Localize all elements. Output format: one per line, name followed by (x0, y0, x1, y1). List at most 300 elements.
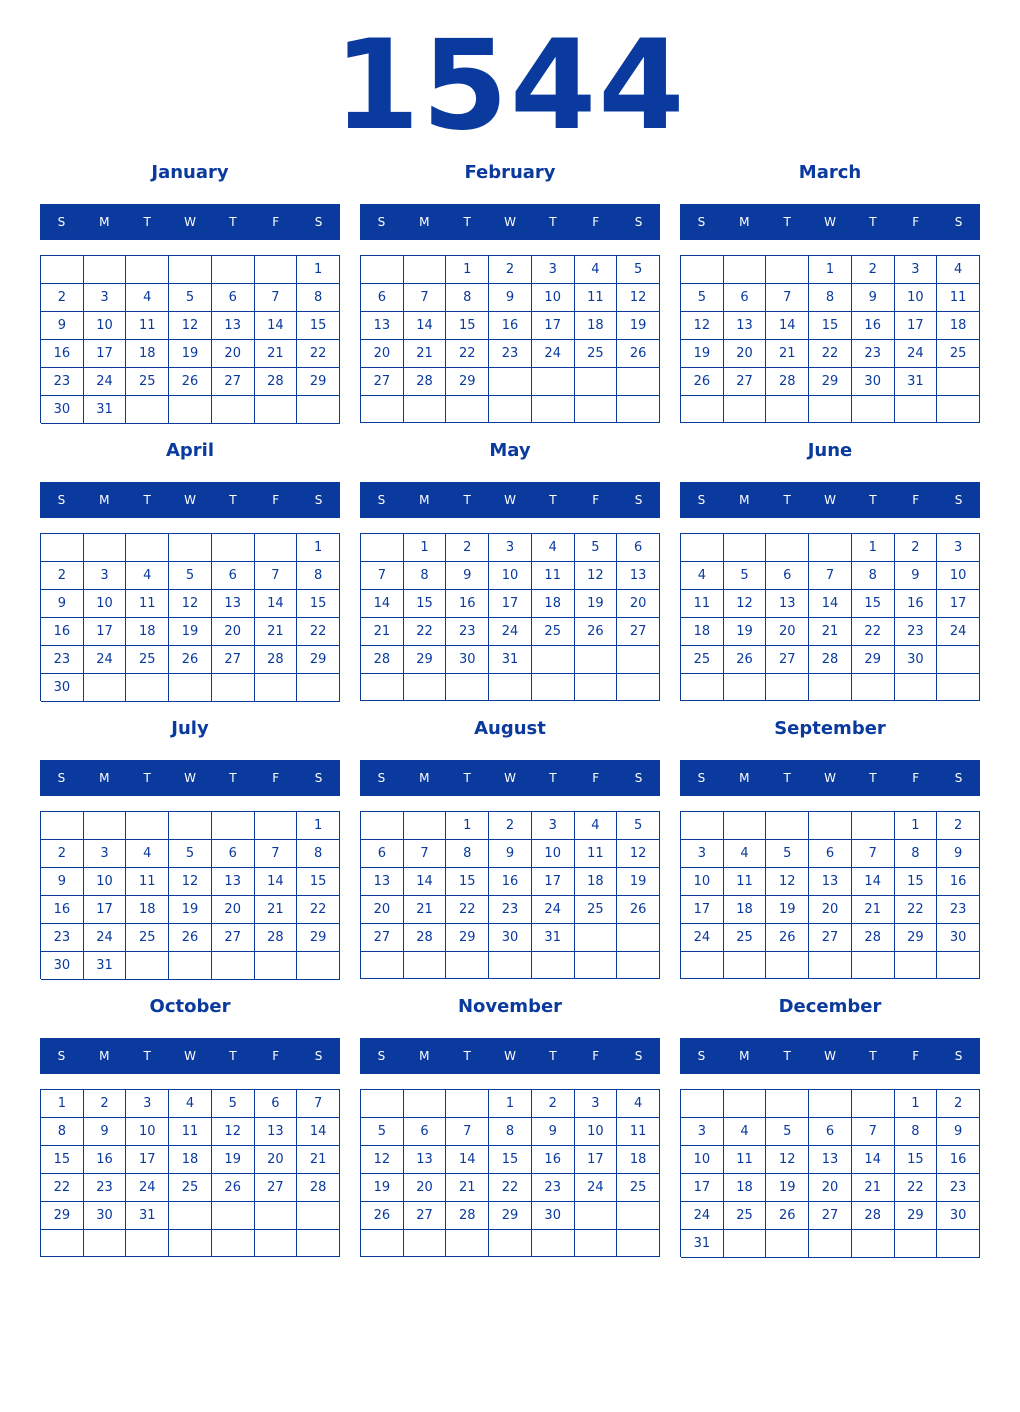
day-cell: 16 (852, 312, 895, 340)
day-cell: 22 (852, 618, 895, 646)
month-name: January (151, 162, 229, 183)
day-cell: 3 (84, 562, 127, 590)
day-cell (255, 256, 298, 284)
day-cell: 10 (575, 1118, 618, 1146)
day-cell: 11 (126, 868, 169, 896)
day-cell: 21 (766, 340, 809, 368)
day-cell: 6 (809, 1118, 852, 1146)
day-cell: 14 (255, 868, 298, 896)
weekday-label: S (57, 493, 66, 507)
day-cell (361, 256, 404, 284)
day-cell (766, 1230, 809, 1258)
month-name: October (149, 996, 231, 1017)
day-cell (169, 952, 212, 980)
day-cell: 24 (84, 646, 127, 674)
weekday-header (360, 482, 660, 518)
day-cell (937, 1230, 980, 1258)
day-cell: 16 (84, 1146, 127, 1174)
day-cell: 22 (297, 340, 340, 368)
day-cell: 5 (681, 284, 724, 312)
day-cell: 8 (297, 284, 340, 312)
day-cell: 12 (361, 1146, 404, 1174)
day-cell: 14 (255, 590, 298, 618)
day-cell: 20 (766, 618, 809, 646)
day-cell: 27 (809, 924, 852, 952)
day-cell: 10 (84, 312, 127, 340)
weekday-label: T (549, 771, 557, 785)
day-cell: 24 (532, 340, 575, 368)
weekday-label: M (419, 771, 430, 785)
day-cell: 13 (361, 868, 404, 896)
weekday-label: S (954, 771, 963, 785)
day-cell: 15 (895, 1146, 938, 1174)
weekday-label: M (739, 1049, 750, 1063)
day-cell: 13 (212, 590, 255, 618)
day-cell (126, 952, 169, 980)
weekday-label: W (824, 493, 836, 507)
day-cell: 19 (169, 618, 212, 646)
day-cell: 31 (126, 1202, 169, 1230)
day-cell (809, 534, 852, 562)
day-cell: 13 (809, 868, 852, 896)
day-cell: 31 (84, 396, 127, 424)
day-cell: 27 (255, 1174, 298, 1202)
day-cell: 16 (41, 618, 84, 646)
day-cell (84, 1230, 127, 1257)
day-cell (852, 1230, 895, 1258)
weekday-label: T (549, 1049, 557, 1063)
day-cell: 8 (297, 840, 340, 868)
day-cell: 1 (297, 256, 340, 284)
day-cell: 27 (809, 1202, 852, 1230)
weekday-label: W (824, 215, 836, 229)
day-grid (680, 255, 980, 423)
day-cell (84, 812, 127, 840)
day-cell (297, 1202, 340, 1230)
day-cell: 17 (895, 312, 938, 340)
day-cell: 21 (255, 618, 298, 646)
day-cell: 1 (446, 256, 489, 284)
day-cell: 13 (404, 1146, 447, 1174)
day-cell: 18 (126, 340, 169, 368)
day-cell: 1 (852, 534, 895, 562)
day-cell: 11 (937, 284, 980, 312)
day-cell: 19 (361, 1174, 404, 1202)
weekday-label: W (184, 1049, 196, 1063)
weekday-label: S (314, 215, 323, 229)
day-cell (361, 952, 404, 979)
year-title: 1544 (333, 14, 687, 158)
day-cell: 2 (937, 1090, 980, 1118)
day-cell: 29 (895, 924, 938, 952)
month-name: February (464, 162, 556, 183)
day-cell (255, 952, 298, 980)
day-cell: 17 (126, 1146, 169, 1174)
day-cell: 30 (937, 924, 980, 952)
day-cell (895, 1230, 938, 1258)
day-cell: 8 (895, 1118, 938, 1146)
day-cell: 27 (766, 646, 809, 674)
weekday-label: S (57, 1049, 66, 1063)
day-cell: 9 (937, 840, 980, 868)
day-cell: 18 (575, 312, 618, 340)
day-cell: 13 (766, 590, 809, 618)
day-cell: 27 (212, 368, 255, 396)
day-cell (895, 674, 938, 701)
day-cell: 7 (446, 1118, 489, 1146)
day-cell (766, 256, 809, 284)
day-cell: 28 (446, 1202, 489, 1230)
weekday-label: T (463, 215, 471, 229)
day-cell: 8 (895, 840, 938, 868)
day-cell: 25 (617, 1174, 660, 1202)
day-cell: 9 (84, 1118, 127, 1146)
day-cell (212, 534, 255, 562)
month-name: December (778, 996, 882, 1017)
day-cell (41, 1230, 84, 1257)
weekday-header (40, 760, 340, 796)
day-cell: 28 (852, 1202, 895, 1230)
day-cell (169, 812, 212, 840)
day-cell (361, 1090, 404, 1118)
day-cell: 25 (532, 618, 575, 646)
weekday-label: M (419, 1049, 430, 1063)
day-cell: 25 (724, 1202, 767, 1230)
day-cell (361, 812, 404, 840)
day-cell: 3 (937, 534, 980, 562)
day-cell: 15 (489, 1146, 532, 1174)
day-cell: 30 (41, 952, 84, 980)
day-cell: 30 (532, 1202, 575, 1230)
day-cell: 2 (489, 812, 532, 840)
day-cell: 15 (404, 590, 447, 618)
weekday-label: T (869, 493, 877, 507)
day-cell (361, 396, 404, 423)
day-cell: 22 (297, 896, 340, 924)
day-cell (937, 396, 980, 423)
day-cell (446, 1090, 489, 1118)
day-cell: 14 (766, 312, 809, 340)
day-cell: 19 (575, 590, 618, 618)
day-cell: 26 (212, 1174, 255, 1202)
day-cell: 10 (937, 562, 980, 590)
day-cell: 6 (255, 1090, 298, 1118)
weekday-label: F (592, 771, 600, 785)
day-grid (40, 255, 340, 423)
day-cell (852, 812, 895, 840)
day-cell (809, 952, 852, 979)
day-cell (766, 812, 809, 840)
day-cell: 21 (852, 896, 895, 924)
weekday-label: T (229, 215, 237, 229)
day-cell: 14 (446, 1146, 489, 1174)
day-cell (404, 674, 447, 701)
day-cell: 1 (446, 812, 489, 840)
day-grid (360, 255, 660, 423)
day-cell: 6 (809, 840, 852, 868)
day-cell: 29 (895, 1202, 938, 1230)
day-cell: 30 (852, 368, 895, 396)
day-cell: 4 (169, 1090, 212, 1118)
day-cell: 13 (361, 312, 404, 340)
day-cell: 14 (852, 868, 895, 896)
day-cell: 25 (681, 646, 724, 674)
day-cell: 13 (212, 312, 255, 340)
day-cell: 22 (895, 1174, 938, 1202)
weekday-label: T (143, 215, 151, 229)
day-cell: 5 (361, 1118, 404, 1146)
day-cell: 22 (489, 1174, 532, 1202)
weekday-label: M (739, 771, 750, 785)
weekday-header (680, 204, 980, 240)
day-cell: 9 (895, 562, 938, 590)
month-name: June (807, 440, 853, 461)
weekday-label: S (954, 493, 963, 507)
weekday-label: T (869, 771, 877, 785)
weekday-label: F (272, 215, 280, 229)
day-cell: 4 (126, 840, 169, 868)
day-cell: 6 (766, 562, 809, 590)
day-cell (212, 1230, 255, 1257)
weekday-label: T (463, 771, 471, 785)
day-cell (852, 952, 895, 979)
weekday-label: T (869, 215, 877, 229)
day-cell: 27 (617, 618, 660, 646)
day-cell: 2 (489, 256, 532, 284)
day-cell: 21 (446, 1174, 489, 1202)
day-cell: 25 (126, 924, 169, 952)
day-cell: 15 (297, 312, 340, 340)
day-cell: 30 (84, 1202, 127, 1230)
day-cell: 7 (852, 840, 895, 868)
day-cell: 11 (575, 284, 618, 312)
day-cell: 9 (41, 868, 84, 896)
day-cell (681, 812, 724, 840)
weekday-label: F (592, 215, 600, 229)
weekday-label: M (419, 493, 430, 507)
day-grid (680, 811, 980, 979)
day-cell: 12 (169, 868, 212, 896)
weekday-label: W (184, 215, 196, 229)
day-cell: 4 (724, 840, 767, 868)
weekday-label: T (143, 493, 151, 507)
day-cell (532, 1230, 575, 1257)
day-cell (169, 396, 212, 424)
day-cell: 29 (852, 646, 895, 674)
day-cell (617, 952, 660, 979)
weekday-label: S (634, 215, 643, 229)
day-cell: 19 (724, 618, 767, 646)
day-cell: 12 (681, 312, 724, 340)
day-cell: 19 (169, 896, 212, 924)
day-cell: 19 (766, 1174, 809, 1202)
day-cell (724, 1230, 767, 1258)
weekday-label: S (377, 1049, 386, 1063)
day-cell: 15 (297, 590, 340, 618)
weekday-label: W (504, 493, 516, 507)
weekday-label: T (549, 493, 557, 507)
day-cell: 28 (255, 368, 298, 396)
day-cell (169, 1230, 212, 1257)
weekday-label: S (377, 771, 386, 785)
day-cell: 15 (41, 1146, 84, 1174)
day-cell: 16 (489, 868, 532, 896)
day-cell: 28 (852, 924, 895, 952)
day-cell: 24 (532, 896, 575, 924)
day-cell: 9 (41, 590, 84, 618)
month-name: August (474, 718, 546, 739)
day-cell: 10 (895, 284, 938, 312)
month-name: July (171, 718, 209, 739)
day-grid (680, 1089, 980, 1257)
day-cell (212, 674, 255, 702)
day-cell: 23 (41, 924, 84, 952)
day-cell: 11 (681, 590, 724, 618)
day-cell: 22 (895, 896, 938, 924)
day-cell: 5 (617, 812, 660, 840)
day-grid (40, 1089, 340, 1257)
day-cell: 14 (852, 1146, 895, 1174)
day-cell (126, 674, 169, 702)
day-cell: 9 (489, 840, 532, 868)
day-cell: 31 (532, 924, 575, 952)
weekday-header (360, 1038, 660, 1074)
day-cell (724, 952, 767, 979)
day-cell (575, 952, 618, 979)
day-cell: 1 (489, 1090, 532, 1118)
day-cell: 23 (41, 368, 84, 396)
day-cell: 4 (575, 812, 618, 840)
day-cell: 7 (297, 1090, 340, 1118)
day-cell: 29 (297, 646, 340, 674)
day-cell: 27 (212, 924, 255, 952)
day-cell: 5 (617, 256, 660, 284)
day-cell: 8 (489, 1118, 532, 1146)
day-cell: 25 (126, 646, 169, 674)
weekday-header (40, 204, 340, 240)
day-cell: 12 (169, 312, 212, 340)
day-cell: 1 (297, 812, 340, 840)
day-cell: 16 (895, 590, 938, 618)
day-cell: 12 (766, 868, 809, 896)
day-cell: 6 (212, 840, 255, 868)
day-cell: 30 (489, 924, 532, 952)
day-grid (360, 1089, 660, 1257)
day-cell: 11 (724, 868, 767, 896)
day-cell (212, 396, 255, 424)
day-cell: 9 (937, 1118, 980, 1146)
day-cell: 26 (361, 1202, 404, 1230)
day-cell (489, 368, 532, 396)
day-cell: 11 (169, 1118, 212, 1146)
day-cell: 22 (446, 896, 489, 924)
day-cell: 24 (681, 1202, 724, 1230)
day-cell: 23 (489, 896, 532, 924)
day-cell: 3 (489, 534, 532, 562)
day-cell: 2 (895, 534, 938, 562)
day-cell: 10 (681, 868, 724, 896)
day-cell: 5 (169, 284, 212, 312)
day-cell: 21 (404, 896, 447, 924)
day-cell: 31 (489, 646, 532, 674)
day-cell (126, 1230, 169, 1257)
day-cell: 14 (297, 1118, 340, 1146)
day-cell (84, 674, 127, 702)
day-cell (404, 396, 447, 423)
day-cell: 15 (297, 868, 340, 896)
weekday-label: W (824, 1049, 836, 1063)
weekday-label: T (143, 1049, 151, 1063)
weekday-label: S (697, 1049, 706, 1063)
day-cell (255, 674, 298, 702)
day-cell (575, 1202, 618, 1230)
weekday-label: F (592, 493, 600, 507)
day-cell: 17 (575, 1146, 618, 1174)
month-name: September (774, 718, 886, 739)
day-cell (404, 256, 447, 284)
day-cell: 30 (41, 396, 84, 424)
day-cell (852, 674, 895, 701)
weekday-label: T (869, 1049, 877, 1063)
day-cell: 29 (489, 1202, 532, 1230)
day-cell: 29 (446, 368, 489, 396)
day-cell (169, 1202, 212, 1230)
day-cell: 22 (297, 618, 340, 646)
weekday-label: S (634, 1049, 643, 1063)
day-cell (126, 396, 169, 424)
day-cell (255, 812, 298, 840)
day-cell (489, 674, 532, 701)
weekday-label: F (912, 215, 920, 229)
day-cell: 24 (895, 340, 938, 368)
day-cell: 10 (532, 284, 575, 312)
day-cell (809, 674, 852, 701)
day-cell: 29 (446, 924, 489, 952)
weekday-label: T (783, 1049, 791, 1063)
day-cell (41, 812, 84, 840)
day-cell: 2 (41, 284, 84, 312)
day-cell: 30 (937, 1202, 980, 1230)
day-cell: 3 (532, 812, 575, 840)
day-cell: 22 (446, 340, 489, 368)
day-cell (446, 396, 489, 423)
day-cell: 3 (84, 284, 127, 312)
day-cell: 13 (617, 562, 660, 590)
weekday-label: T (783, 215, 791, 229)
day-cell: 29 (297, 924, 340, 952)
day-cell: 20 (809, 1174, 852, 1202)
day-cell (575, 396, 618, 423)
weekday-header (680, 1038, 980, 1074)
weekday-label: S (314, 771, 323, 785)
day-cell: 20 (724, 340, 767, 368)
weekday-label: T (463, 1049, 471, 1063)
day-cell: 23 (895, 618, 938, 646)
day-cell: 24 (937, 618, 980, 646)
day-cell: 2 (446, 534, 489, 562)
day-cell: 25 (575, 896, 618, 924)
day-cell: 26 (617, 340, 660, 368)
day-cell: 20 (212, 340, 255, 368)
day-cell (809, 396, 852, 423)
day-cell: 2 (532, 1090, 575, 1118)
day-cell (126, 812, 169, 840)
day-cell: 17 (681, 896, 724, 924)
day-cell: 8 (809, 284, 852, 312)
day-cell: 6 (361, 284, 404, 312)
day-cell: 24 (681, 924, 724, 952)
day-cell: 15 (895, 868, 938, 896)
